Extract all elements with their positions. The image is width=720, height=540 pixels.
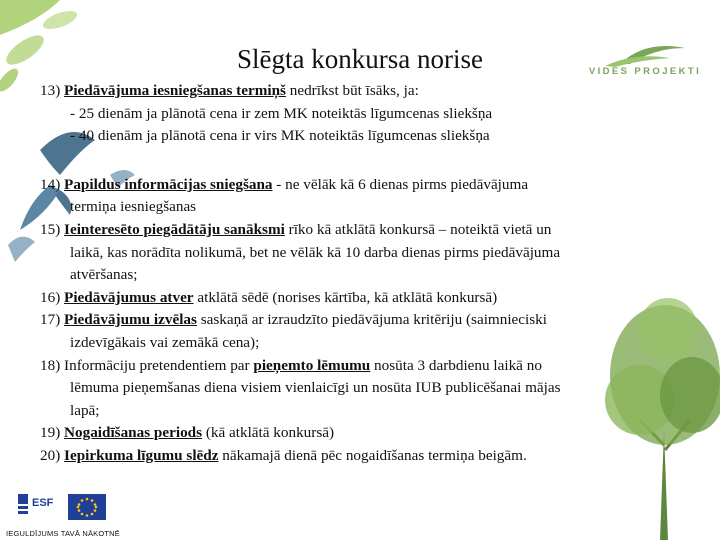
- slide-title: Slēgta konkursa norise: [237, 44, 483, 74]
- footer-logos: [8, 490, 128, 526]
- item-text: (kā atklātā konkursā): [202, 424, 335, 442]
- list-item-17: [40, 309, 660, 354]
- item-heading: pieņemto lēmumu: [253, 356, 371, 374]
- item-text: atklātā sēdē (norises kārtība, kā atklātā konkursā): [193, 288, 498, 306]
- item-heading: Iepirkuma līgumu slēdz: [64, 446, 219, 464]
- item-continuation: lapā;: [70, 401, 100, 419]
- item-heading: Piedāvājumu izvēlas: [64, 311, 197, 329]
- item-number: 13): [40, 82, 61, 99]
- item-heading: Piedāvājumus atver: [64, 288, 194, 306]
- item-number: 18): [40, 356, 61, 374]
- item-continuation: laikā, kas norādīta nolikumā, bet ne vēlāk kā 10 darba dienas pirms piedāvājuma: [70, 243, 561, 261]
- footer-slogan: IEGULDĪJUMS TAVĀ NĀKOTNĒ: [6, 529, 120, 538]
- item-heading: Papildus informācijas sniegšana: [64, 175, 273, 193]
- list-item-16: [40, 287, 660, 310]
- list-item-13: [40, 80, 660, 148]
- item-number: 14): [40, 175, 61, 193]
- eu-flag-icon: [68, 494, 106, 520]
- esf-logo: [18, 494, 54, 514]
- item-number: 15): [40, 220, 61, 238]
- item-heading: Ieinteresēto piegādātāju sanāksmi: [64, 220, 285, 238]
- item-continuation: atvēršanas;: [70, 266, 138, 284]
- item-heading: Nogaidīšanas periods: [64, 424, 203, 442]
- item-number: 19): [40, 424, 61, 442]
- list-item-15: [40, 219, 660, 287]
- list-item-20: [40, 445, 660, 468]
- item-continuation: termiņa iesniegšanas: [70, 198, 197, 216]
- item-text: nākamajā dienā pēc nogaidīšanas termiņa beigām.: [218, 446, 527, 464]
- list-item-14: [40, 174, 660, 219]
- item-number: 16): [40, 288, 61, 306]
- list-item-19: [40, 422, 660, 445]
- item-text: saskaņā ar izraudzīto piedāvājuma kritēriju (saimnieciski: [196, 311, 547, 329]
- item-heading: Piedāvājuma iesniegšanas termiņš: [64, 82, 286, 99]
- list-item-18: [40, 355, 660, 423]
- item-text: nosūta 3 darbdienu laikā no: [370, 356, 542, 374]
- item-text: Informāciju pretendentiem par: [60, 356, 254, 374]
- esf-logo-text: ESF: [32, 497, 54, 509]
- item-text: rīko kā atklātā konkursā – noteiktā vietā un: [284, 220, 552, 238]
- logo-text: VIDES PROJEKTI: [588, 66, 702, 77]
- item-subpoint: - 25 dienām ja plānotā cena ir zem MK noteiktās līgumcenas sliekšņa: [70, 104, 493, 122]
- item-subpoint: - 40 dienām ja plānotā cena ir virs MK noteiktās līgumcenas sliekšņa: [70, 127, 490, 145]
- item-number: 20): [40, 446, 61, 464]
- item-continuation: izdevīgākais vai zemākā cena);: [70, 333, 260, 351]
- slide-content: [40, 80, 660, 468]
- item-continuation: lēmuma pieņemšanas diena visiem vienlaicīgi un nosūta IUB publicēšanai mājas: [70, 379, 561, 397]
- item-text: nedrīkst būt īsāks, ja:: [285, 82, 419, 99]
- item-number: 17): [40, 311, 61, 329]
- item-text: - ne vēlāk kā 6 dienas pirms piedāvājuma: [272, 175, 529, 193]
